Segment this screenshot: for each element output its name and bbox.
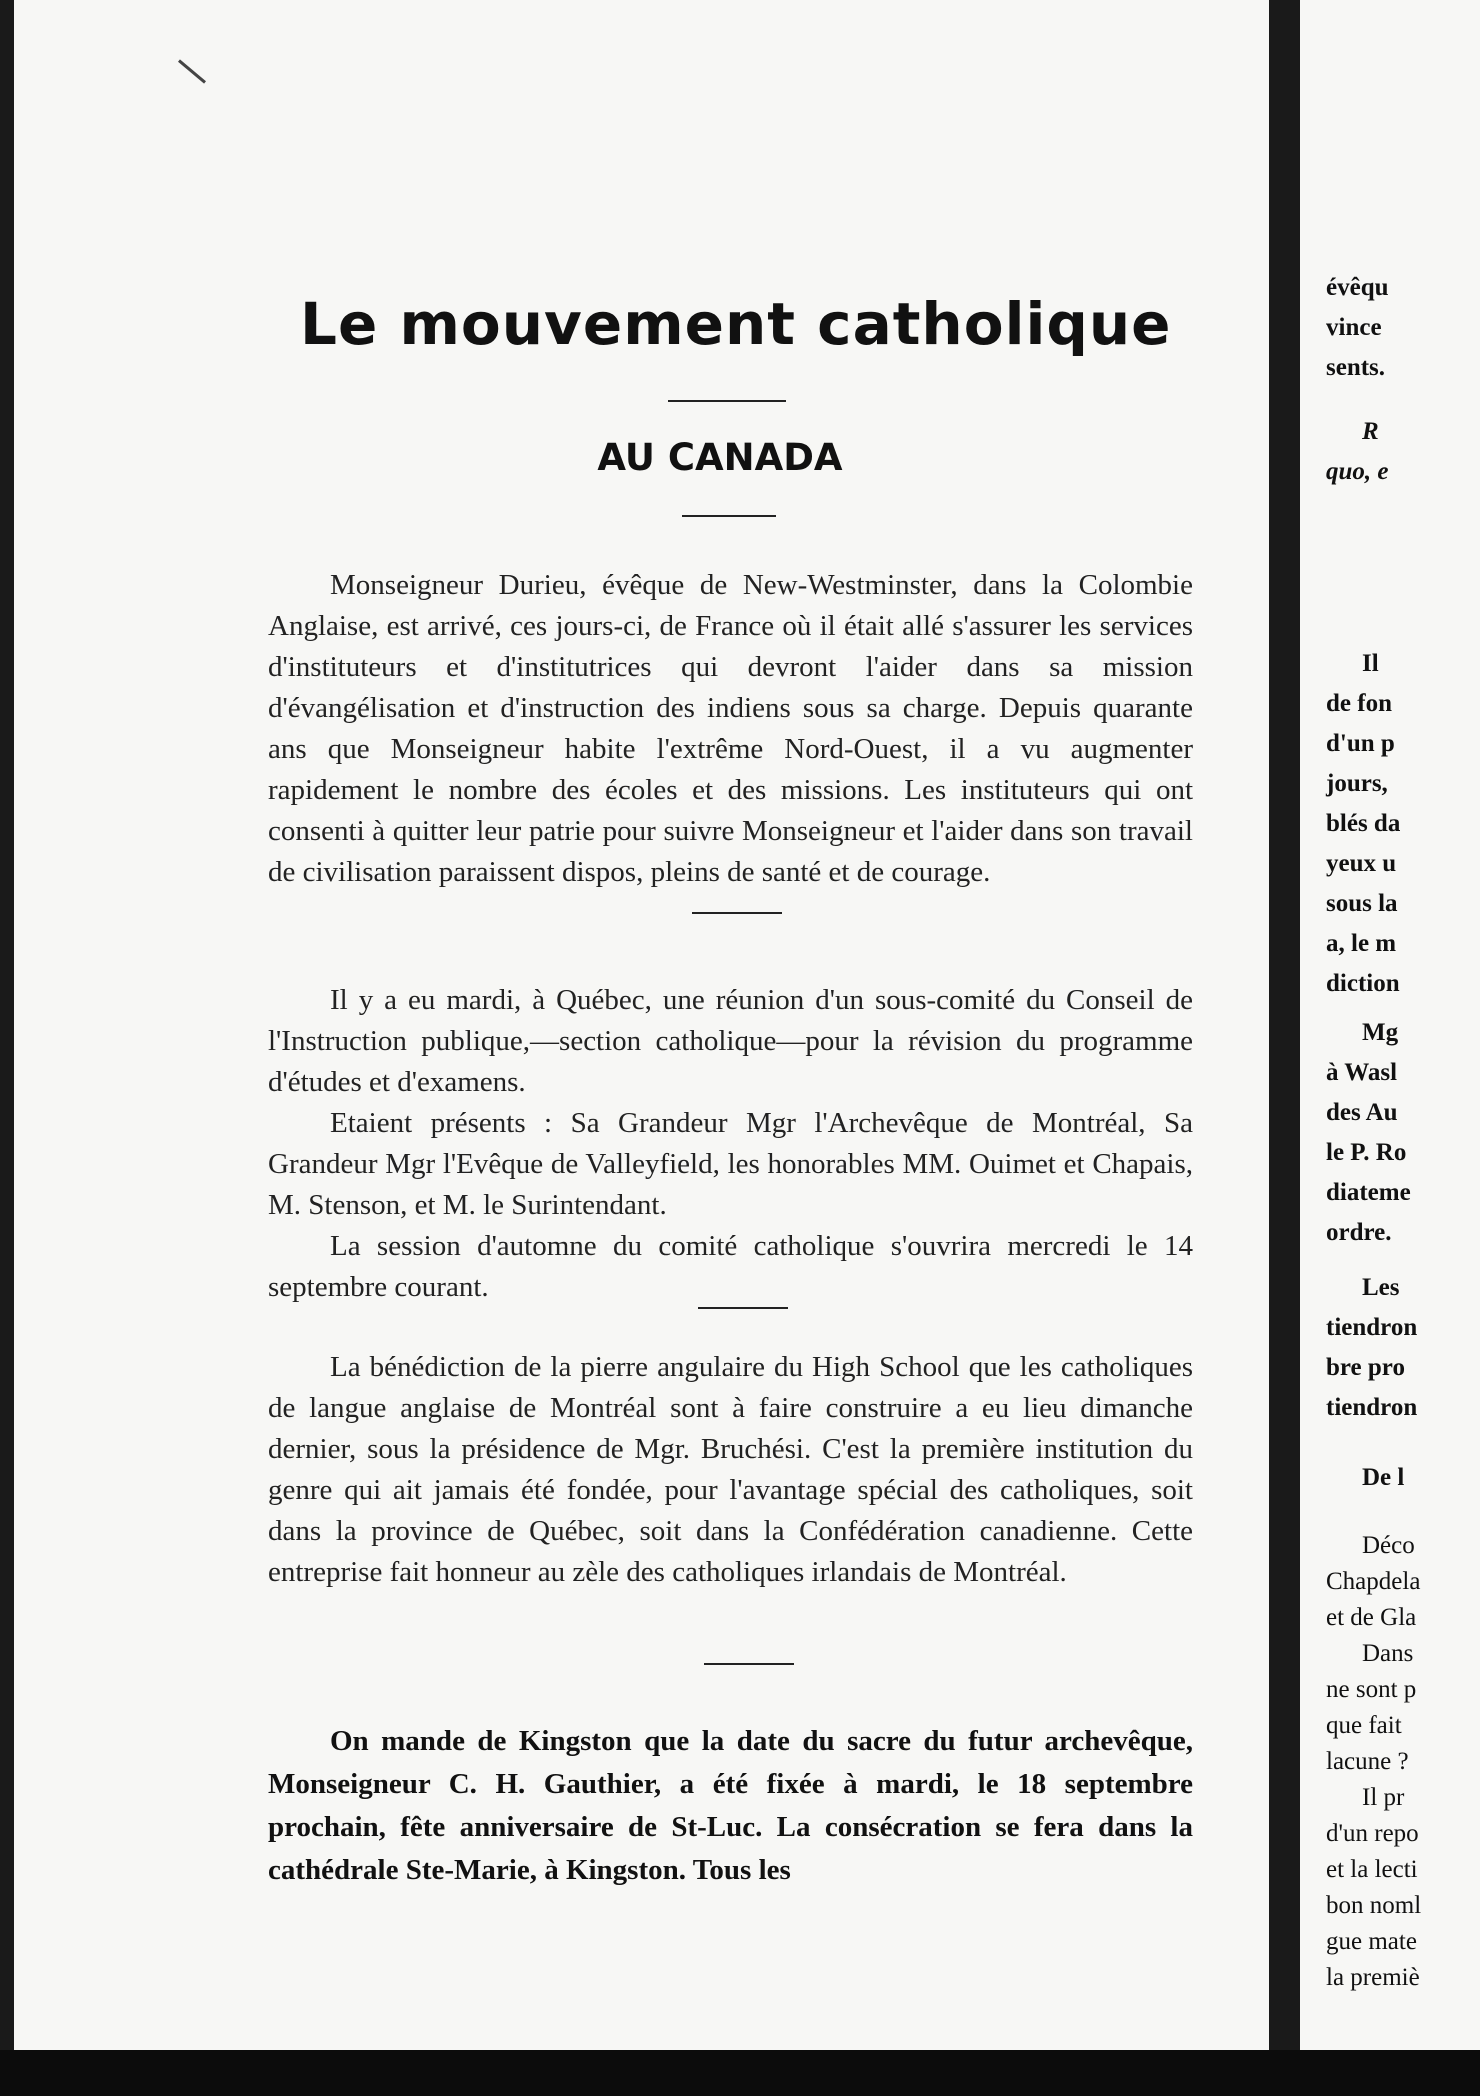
page-subtitle: AU CANADA bbox=[597, 436, 843, 479]
scan-border bbox=[0, 2050, 1480, 2096]
line: diction bbox=[1326, 970, 1400, 997]
line: yeux u bbox=[1326, 850, 1397, 877]
line: Il pr bbox=[1362, 1784, 1405, 1811]
line: Les bbox=[1362, 1274, 1400, 1301]
line: sents. bbox=[1326, 354, 1386, 381]
line: quo, e bbox=[1326, 458, 1389, 485]
line: que fait bbox=[1326, 1712, 1402, 1739]
line: de fon bbox=[1326, 690, 1392, 717]
paragraph: On mande de Kingston que la date du sacre du futur archevêque, Monseigneur C. H. Gauthier, a été fixée à mardi, le 18 septembre prochain, fête anniversaire de St-Luc. La consécration se fera dans la cathédrale Ste-Marie, à Kingston. Tous les bbox=[268, 1725, 1193, 1886]
paragraph: La bénédiction de la pierre angulaire du High School que les catholiques de langue anglaise de Montréal sont à faire construire a eu lieu dimanche dernier, sous la présidence de Mgr. Bruchési. C'est la première institution du genre qui ait jamais été fondée, pour l'avantage spécial des catholiques, soit dans la province de Québec, soit dans la Confédération canadienne. Cette entreprise fait honneur au zèle des catholiques irlandais de Montréal. bbox=[268, 1351, 1193, 1588]
line: la premiè bbox=[1326, 1964, 1420, 1991]
right-fragment-3 bbox=[1326, 644, 1480, 1004]
paragraph: Monseigneur Durieu, évêque de New-Westminster, dans la Colombie Anglaise, est arrivé, ces jours-ci, de France où il était allé s'assurer les services d'instituteurs et d'institutrices qui devront l'aider dans sa mission d'évangélisation et d'instruction des indiens sous sa charge. Depuis quarante ans que Monseigneur habite l'extrême Nord-Ouest, il a vu augmenter rapidement le nombre des écoles et des missions. Les instituteurs qui ont consenti à quitter leur patrie pour suivre Monseigneur et l'aider dans son travail de civilisation paraissent dispos, pleins de santé et de courage. bbox=[268, 569, 1193, 888]
line: Mg bbox=[1362, 1019, 1399, 1046]
paragraph: La session d'automne du comité catholique s'ouvrira mercredi le 14 septembre courant. bbox=[268, 1230, 1193, 1303]
paragraph: Etaient présents : Sa Grandeur Mgr l'Archevêque de Montréal, Sa Grandeur Mgr l'Evêque de Valleyfield, les honorables MM. Ouimet et Chapais, M. Stenson, et M. le Surintendant. bbox=[268, 1107, 1193, 1221]
line: Dans bbox=[1362, 1640, 1414, 1667]
line: des Au bbox=[1326, 1099, 1398, 1126]
line: diateme bbox=[1326, 1179, 1411, 1206]
line: tiendron bbox=[1326, 1394, 1418, 1421]
paragraph: Il y a eu mardi, à Québec, une réunion d'un sous-comité du Conseil de l'Instruction publique,—section catholique—pour la révision du programme d'études et d'examens. bbox=[268, 984, 1193, 1098]
divider bbox=[668, 400, 786, 402]
line: De l bbox=[1362, 1464, 1405, 1491]
line: bre pro bbox=[1326, 1354, 1405, 1381]
divider bbox=[698, 1307, 788, 1309]
line: et de Gla bbox=[1326, 1604, 1417, 1631]
line: tiendron bbox=[1326, 1314, 1418, 1341]
line: jours, bbox=[1326, 770, 1388, 797]
line: et la lecti bbox=[1326, 1856, 1418, 1883]
line: Déco bbox=[1362, 1532, 1415, 1559]
line: gue mate bbox=[1326, 1928, 1417, 1955]
right-fragment-4 bbox=[1326, 1013, 1480, 1253]
line: d'un repo bbox=[1326, 1820, 1419, 1847]
line: sous la bbox=[1326, 890, 1398, 917]
line: R bbox=[1362, 418, 1379, 445]
line: ne sont p bbox=[1326, 1676, 1417, 1703]
article-high-school bbox=[268, 1347, 1193, 1593]
line: vince bbox=[1326, 314, 1382, 341]
divider bbox=[682, 515, 776, 517]
right-fragment-6 bbox=[1326, 1458, 1480, 1498]
right-fragment-2 bbox=[1326, 412, 1480, 492]
line: Chapdela bbox=[1326, 1568, 1421, 1595]
right-fragment-7 bbox=[1326, 1528, 1480, 1996]
divider bbox=[692, 912, 782, 914]
line: a, le m bbox=[1326, 930, 1397, 957]
line: bon noml bbox=[1326, 1892, 1422, 1919]
article-durieu bbox=[268, 565, 1193, 893]
line: le P. Ro bbox=[1326, 1139, 1407, 1166]
line: évêqu bbox=[1326, 274, 1389, 301]
right-fragment-1 bbox=[1326, 268, 1480, 388]
page-title: Le mouvement catholique bbox=[300, 290, 1172, 358]
line: ordre. bbox=[1326, 1219, 1392, 1246]
divider bbox=[704, 1663, 794, 1665]
article-kingston bbox=[268, 1720, 1193, 1892]
line: Il bbox=[1362, 650, 1379, 677]
line: d'un p bbox=[1326, 730, 1395, 757]
line: blés da bbox=[1326, 810, 1401, 837]
article-quebec bbox=[268, 980, 1193, 1308]
line: à Wasl bbox=[1326, 1059, 1398, 1086]
line: lacune ? bbox=[1326, 1748, 1409, 1775]
right-fragment-5 bbox=[1326, 1268, 1480, 1428]
